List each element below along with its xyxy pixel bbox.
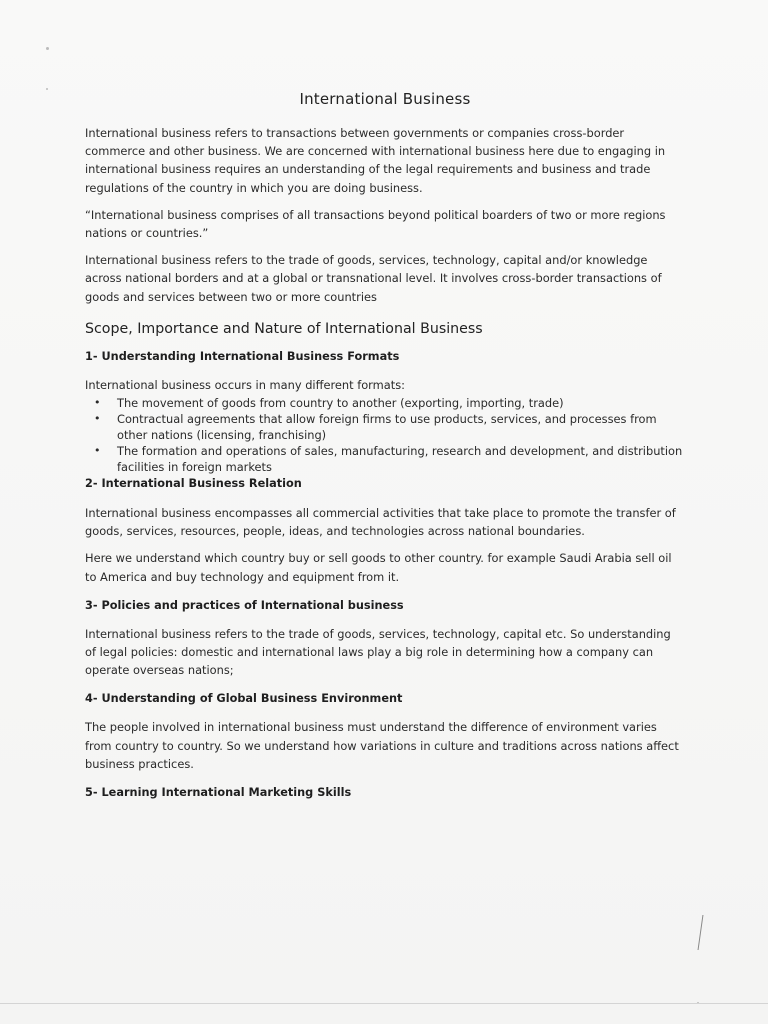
section-heading: Scope, Importance and Nature of International Business (85, 320, 483, 337)
relation-paragraph-1: International business encompasses all commercial activities that take place to promote the transfer of goods, services, resources, people, ideas, and technologies across national boundaries. (85, 506, 676, 539)
scan-speck (46, 47, 49, 50)
intro-paragraph-1: International business refers to transactions between governments or companies cross-border commerce and other business. We are concerned with international business here due to engaging in international business requires an understanding of the legal requirements and business and trade regulations of the country in which you are doing business. (85, 126, 666, 195)
page-bottom-edge (0, 1003, 768, 1004)
bullet-icon: • (94, 444, 101, 458)
subsection-heading-4: 4- Understanding of Global Business Environment (85, 692, 403, 706)
list-item-text: The movement of goods from country to another (exporting, importing, trade) (117, 396, 564, 411)
formats-intro: International business occurs in many different formats: (85, 377, 405, 392)
bullet-icon: • (94, 412, 101, 426)
subsection-heading-5: 5- Learning International Marketing Skills (85, 786, 352, 800)
list-item (94, 395, 685, 411)
subsection-heading-2: 2- International Business Relation (85, 477, 302, 491)
policies-paragraph: International business refers to the trade of goods, services, technology, capital etc. So understanding of legal policies: domestic and international laws play a big role in determining how a company can operate overseas nations; (85, 626, 671, 678)
relation-paragraph-2: Here we understand which country buy or sell goods to other country. for example Saudi Arabia sell oil to America and buy technology and equipment from it. (85, 551, 672, 584)
list-item-text: Contractual agreements that allow foreign firms to use products, services, and processes from other nations (licensing, franchising) (117, 412, 657, 443)
document-title: International Business (299, 90, 471, 108)
bullet-icon: • (94, 396, 101, 410)
intro-paragraph-3: International business refers to the trade of goods, services, technology, capital and/or knowledge across national borders and at a global or transnational level. It involves cross-border transactions of goods and services between two or more countries (85, 253, 662, 304)
list-item (94, 443, 685, 475)
scan-edge-mark (698, 915, 706, 950)
scan-speck (46, 88, 48, 90)
list-item (94, 411, 685, 443)
document-body (85, 90, 685, 812)
subsection-heading-3: 3- Policies and practices of International business (85, 598, 404, 612)
subsection-heading-1: 1- Understanding International Business Formats (85, 349, 400, 363)
list-item-text: The formation and operations of sales, manufacturing, research and development, and distribution facilities in foreign markets (117, 444, 683, 475)
formats-list (85, 395, 685, 475)
intro-paragraph-2: “International business comprises of all transactions beyond political boarders of two or more regions nations or countries.” (85, 207, 666, 241)
environment-paragraph: The people involved in international business must understand the difference of environment varies from country to country. So we understand how variations in culture and traditions across nations affect business practices. (85, 720, 679, 771)
